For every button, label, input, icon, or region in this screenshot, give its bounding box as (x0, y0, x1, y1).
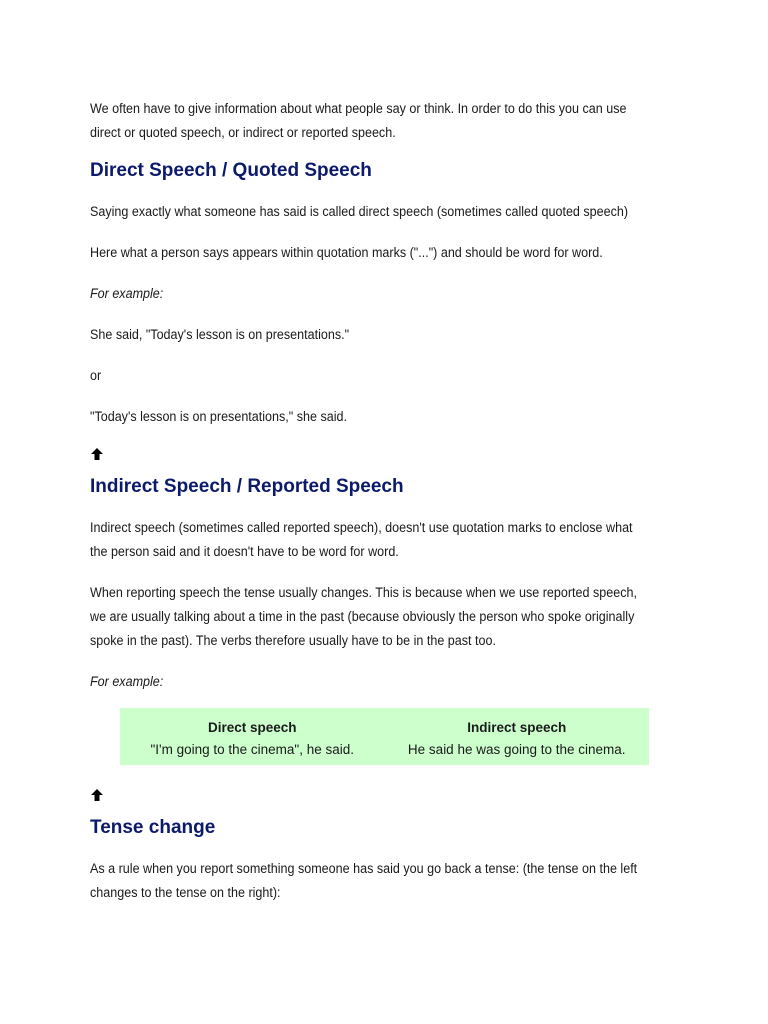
up-arrow-icon[interactable] (90, 447, 104, 461)
indirect-paragraph-2-line-1: When reporting speech the tense usually changes. This is because when we use reported speech, (90, 585, 637, 600)
tense-paragraph-line-1: As a rule when you report something someone has said you go back a tense: (the tense on the left (90, 861, 638, 876)
direct-paragraph-2: Here what a person says appears within quotation marks ("...") and should be word for word. (90, 245, 603, 260)
example-label-text: For example: (90, 674, 164, 689)
table-cell-indirect: He said he was going to the cinema. (407, 742, 626, 757)
table-header-direct: Direct speech (207, 719, 297, 735)
intro-line-2: direct or quoted speech, or indirect or reported speech. (90, 125, 396, 140)
or-text: or (90, 368, 102, 383)
heading-indirect-speech: Indirect Speech / Reported Speech (90, 476, 404, 497)
table-row (120, 742, 649, 765)
example-label-text: For example: (90, 286, 164, 301)
indirect-paragraph-1-line-1: Indirect speech (sometimes called reported speech), doesn't use quotation marks to enclose what (90, 520, 633, 535)
indirect-example-label (90, 670, 637, 694)
table-header-indirect: Indirect speech (467, 719, 567, 735)
heading-tense-change: Tense change (90, 817, 216, 838)
table-cell-direct: "I'm going to the cinema", he said. (150, 742, 355, 757)
indirect-paragraph-2-line-2: we are usually talking about a time in the past (because obviously the person who spoke originally (90, 609, 635, 624)
direct-paragraph-1: Saying exactly what someone has said is called direct speech (sometimes called quoted speech) (90, 204, 629, 219)
table-header-row (120, 708, 649, 742)
up-arrow-icon[interactable] (90, 788, 104, 802)
direct-example-2: "Today's lesson is on presentations," she said. (90, 409, 347, 424)
intro-line-1: We often have to give information about what people say or think. In order to do this you can use (90, 101, 627, 116)
direct-example-1: She said, "Today's lesson is on presentations." (90, 327, 350, 342)
tense-paragraph-line-2: changes to the tense on the right): (90, 885, 281, 900)
indirect-paragraph-1-line-2: the person said and it doesn't have to be word for word. (90, 544, 399, 559)
direct-example-label (90, 282, 637, 306)
indirect-paragraph-2-line-3: spoke in the past). The verbs therefore usually have to be in the past too. (90, 633, 496, 648)
heading-direct-speech: Direct Speech / Quoted Speech (90, 160, 372, 181)
speech-comparison-table (120, 708, 649, 765)
